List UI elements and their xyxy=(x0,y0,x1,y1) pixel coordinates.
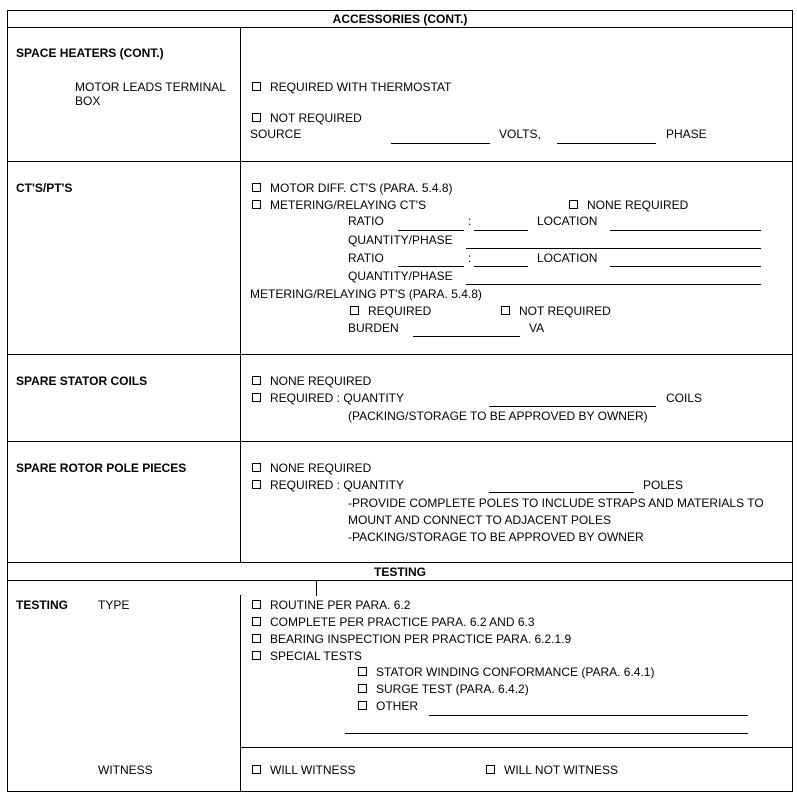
metering-relaying-cts-checkbox[interactable] xyxy=(252,200,261,209)
border-left xyxy=(7,10,8,792)
other-test-label: OTHER xyxy=(376,699,418,713)
will-witness-checkbox[interactable] xyxy=(252,765,261,774)
type-label: TYPE xyxy=(98,598,130,612)
rotor-note-line3: -PACKING/STORAGE TO BE APPROVED BY OWNER xyxy=(348,530,644,544)
quantity-phase-label-1: QUANTITY/PHASE xyxy=(348,233,453,247)
rotor-quantity-field[interactable] xyxy=(489,492,634,493)
source-phase-field[interactable] xyxy=(557,143,656,144)
testing-header-tick xyxy=(316,580,317,596)
stator-none-required-label: NONE REQUIRED xyxy=(270,374,372,388)
ratio-field-1b[interactable] xyxy=(474,230,528,231)
ratio-colon-2: : xyxy=(468,251,472,265)
metering-relaying-cts-label: METERING/RELAYING CT'S xyxy=(270,198,427,212)
coils-label: COILS xyxy=(666,391,703,405)
surge-test-label: SURGE TEST (PARA. 6.4.2) xyxy=(376,682,529,696)
rotor-note-line2: MOUNT AND CONNECT TO ADJACENT POLES xyxy=(348,513,611,527)
quantity-phase-field-1[interactable] xyxy=(466,248,761,249)
heater-not-required-checkbox[interactable] xyxy=(252,113,261,122)
poles-label: POLES xyxy=(643,478,684,492)
ratio-colon-1: : xyxy=(468,214,472,228)
motor-diff-cts-label: MOTOR DIFF. CT'S (PARA. 5.4.8) xyxy=(270,181,453,195)
special-tests-checkbox[interactable] xyxy=(252,651,261,660)
rotor-note-line1: -PROVIDE COMPLETE POLES TO INCLUDE STRAPS AND MATERIALS TO xyxy=(348,496,764,510)
ratio-label-2: RATIO xyxy=(348,251,384,265)
column-divider-upper xyxy=(240,27,241,562)
column-divider-lower xyxy=(240,595,241,791)
stator-note: (PACKING/STORAGE TO BE APPROVED BY OWNER) xyxy=(348,409,648,423)
pts-not-required-checkbox[interactable] xyxy=(501,306,510,315)
heater-not-required-label: NOT REQUIRED xyxy=(270,111,362,125)
rotor-required-checkbox[interactable] xyxy=(252,480,261,489)
pts-not-required-label: NOT REQUIRED xyxy=(519,304,611,318)
testing-header: TESTING xyxy=(373,565,426,579)
row-divider-4 xyxy=(7,562,793,563)
complete-checkbox[interactable] xyxy=(252,617,261,626)
pts-required-label: REQUIRED xyxy=(368,304,432,318)
burden-field[interactable] xyxy=(413,336,520,337)
location-label-2: LOCATION xyxy=(537,251,598,265)
ratio-field-2b[interactable] xyxy=(474,266,528,267)
location-field-2[interactable] xyxy=(610,266,761,267)
complete-label: COMPLETE PER PRACTICE PARA. 6.2 AND 6.3 xyxy=(270,615,535,629)
required-with-thermostat-checkbox[interactable] xyxy=(252,82,261,91)
pts-required-checkbox[interactable] xyxy=(350,306,359,315)
routine-label: ROUTINE PER PARA. 6.2 xyxy=(270,598,411,612)
other-test-checkbox[interactable] xyxy=(358,701,367,710)
will-witness-label: WILL WITNESS xyxy=(270,763,356,777)
cts-none-required-label: NONE REQUIRED xyxy=(587,198,689,212)
location-label-1: LOCATION xyxy=(537,214,598,228)
rotor-none-required-label: NONE REQUIRED xyxy=(270,461,372,475)
required-with-thermostat-label: REQUIRED WITH THERMOSTAT xyxy=(270,80,452,94)
other-test-field-1[interactable] xyxy=(429,715,748,716)
ratio-label-1: RATIO xyxy=(348,214,384,228)
stator-winding-label: STATOR WINDING CONFORMANCE (PARA. 6.4.1) xyxy=(376,665,655,679)
phase-label: PHASE xyxy=(666,127,707,141)
rotor-none-required-checkbox[interactable] xyxy=(252,463,261,472)
motor-leads-label-line2: BOX xyxy=(75,94,101,108)
border-right xyxy=(792,10,793,792)
cts-none-required-checkbox[interactable] xyxy=(569,200,578,209)
other-test-field-2[interactable] xyxy=(345,733,748,734)
motor-leads-label-line1: MOTOR LEADS TERMINAL xyxy=(75,80,226,94)
testing-header-divider xyxy=(7,580,793,581)
spare-rotor-title: SPARE ROTOR POLE PIECES xyxy=(16,461,187,475)
bearing-inspection-checkbox[interactable] xyxy=(252,634,261,643)
ratio-field-1a[interactable] xyxy=(398,230,464,231)
quantity-phase-label-2: QUANTITY/PHASE xyxy=(348,269,453,283)
spare-stator-title: SPARE STATOR COILS xyxy=(16,374,148,388)
surge-test-checkbox[interactable] xyxy=(358,684,367,693)
row-divider-2 xyxy=(7,354,793,355)
row-divider-3 xyxy=(7,441,793,442)
row-divider-1 xyxy=(7,161,793,162)
witness-divider xyxy=(241,747,793,748)
will-not-witness-label: WILL NOT WITNESS xyxy=(504,763,619,777)
volts-label: VOLTS, xyxy=(499,127,541,141)
stator-quantity-field[interactable] xyxy=(489,406,656,407)
stator-none-required-checkbox[interactable] xyxy=(252,376,261,385)
cts-pts-title: CT'S/PT'S xyxy=(16,181,73,195)
space-heaters-title: SPACE HEATERS (CONT.) xyxy=(16,46,164,60)
source-volts-field[interactable] xyxy=(391,143,490,144)
quantity-phase-field-2[interactable] xyxy=(466,284,761,285)
burden-label: BURDEN xyxy=(348,321,399,335)
source-label: SOURCE xyxy=(250,127,302,141)
accessories-header: ACCESSORIES (CONT.) xyxy=(332,12,468,26)
witness-label: WITNESS xyxy=(98,763,153,777)
location-field-1[interactable] xyxy=(610,230,761,231)
stator-required-label: REQUIRED : QUANTITY xyxy=(270,391,405,405)
metering-relaying-pts-label: METERING/RELAYING PT'S (PARA. 5.4.8) xyxy=(250,287,482,301)
motor-diff-cts-checkbox[interactable] xyxy=(252,183,261,192)
border-bottom xyxy=(7,791,793,792)
special-tests-label: SPECIAL TESTS xyxy=(270,649,363,663)
stator-winding-checkbox[interactable] xyxy=(358,667,367,676)
routine-checkbox[interactable] xyxy=(252,600,261,609)
testing-title: TESTING xyxy=(16,598,69,612)
will-not-witness-checkbox[interactable] xyxy=(486,765,495,774)
header-divider xyxy=(7,27,793,28)
va-label: VA xyxy=(529,321,545,335)
rotor-required-label: REQUIRED : QUANTITY xyxy=(270,478,405,492)
ratio-field-2a[interactable] xyxy=(398,266,464,267)
bearing-inspection-label: BEARING INSPECTION PER PRACTICE PARA. 6.2.1.9 xyxy=(270,632,572,646)
stator-required-checkbox[interactable] xyxy=(252,393,261,402)
border-top xyxy=(7,10,793,11)
